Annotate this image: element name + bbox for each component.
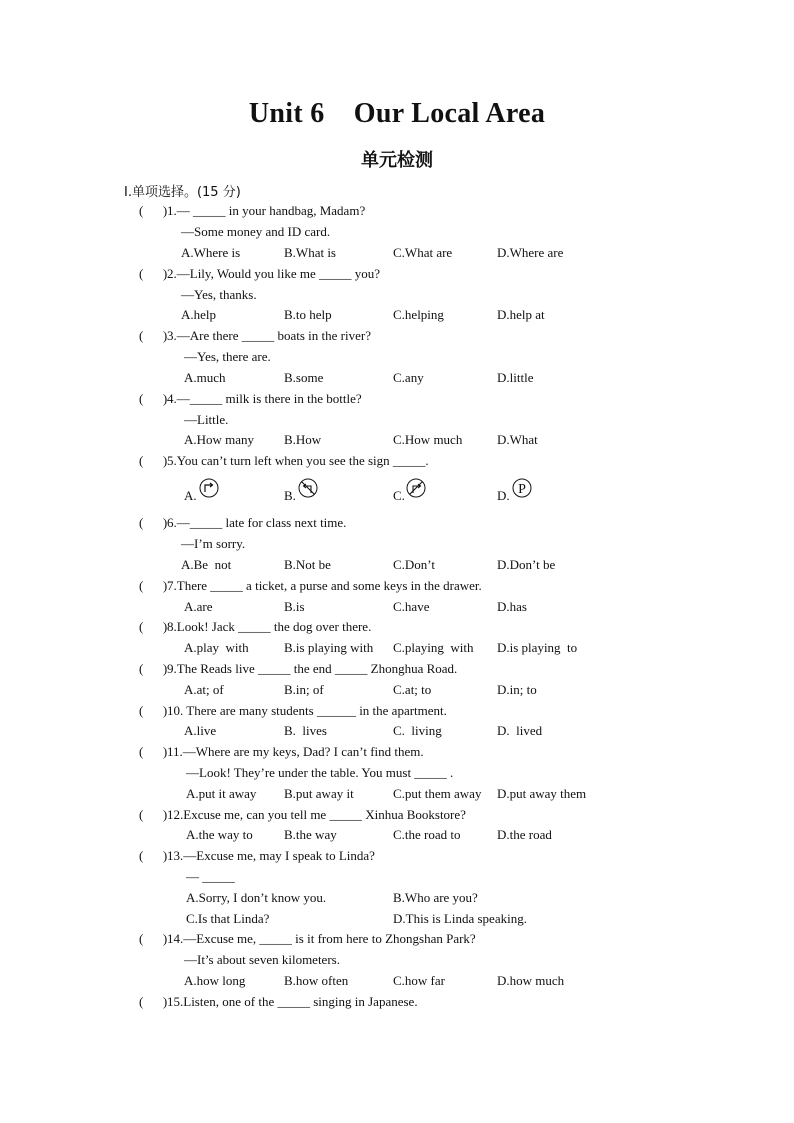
parking-sign-icon bbox=[512, 478, 532, 498]
question-reply: —It’s about seven kilometers. bbox=[184, 952, 340, 967]
option-c: C.helping bbox=[393, 307, 444, 322]
option-d: D.in; to bbox=[497, 682, 537, 697]
answer-blank[interactable]: ( ) bbox=[139, 994, 168, 1009]
option-b: B.What is bbox=[284, 245, 336, 260]
question-stem: 5.You can’t turn left when you see the sign _____. bbox=[167, 453, 429, 468]
option-c: C.How much bbox=[393, 432, 463, 447]
option-b: B.Who are you? bbox=[393, 890, 478, 905]
option-c: C. bbox=[393, 488, 405, 503]
option-d: D.Don’t be bbox=[497, 557, 556, 572]
answer-blank[interactable]: ( ) bbox=[139, 661, 168, 676]
question-stem: 1.— _____ in your handbag, Madam? bbox=[167, 203, 366, 218]
page-title: Unit 6 Our Local Area bbox=[248, 98, 546, 129]
question-stem: 11.—Where are my keys, Dad? I can’t find them. bbox=[167, 744, 424, 759]
option-a: A.at; of bbox=[184, 682, 224, 697]
answer-blank[interactable]: ( ) bbox=[139, 744, 168, 759]
option-d: D.This is Linda speaking. bbox=[393, 911, 527, 926]
option-d: D. lived bbox=[497, 723, 543, 738]
no-left-turn-sign-icon bbox=[298, 478, 318, 498]
option-c: C.the road to bbox=[393, 827, 461, 842]
option-d: D.is playing to bbox=[497, 640, 578, 655]
option-d: D.help at bbox=[497, 307, 545, 322]
option-c: C. living bbox=[393, 723, 442, 738]
option-d: D.put away them bbox=[497, 786, 587, 801]
option-c: C.What are bbox=[393, 245, 453, 260]
option-a: A.are bbox=[184, 599, 213, 614]
answer-blank[interactable]: ( ) bbox=[139, 453, 168, 468]
option-c: C.Don’t bbox=[393, 557, 436, 572]
question-reply: —Some money and ID card. bbox=[181, 224, 331, 239]
answer-blank[interactable]: ( ) bbox=[139, 578, 168, 593]
question-stem: 13.—Excuse me, may I speak to Linda? bbox=[167, 848, 375, 863]
section-heading: Ⅰ.单项选择。(15 分) bbox=[124, 185, 241, 200]
option-c: C.playing with bbox=[393, 640, 474, 655]
option-b: B. lives bbox=[284, 723, 327, 738]
option-a: A.Where is bbox=[181, 245, 241, 260]
option-a: A.Sorry, I don’t know you. bbox=[186, 890, 327, 905]
option-a: A.live bbox=[184, 723, 217, 738]
question-stem: 15.Listen, one of the _____ singing in Japanese. bbox=[167, 994, 418, 1009]
option-b: B.put away it bbox=[284, 786, 354, 801]
option-c: C.have bbox=[393, 599, 430, 614]
question-reply: —Look! They’re under the table. You must _____ . bbox=[186, 765, 454, 780]
option-b: B.is playing with bbox=[284, 640, 374, 655]
answer-blank[interactable]: ( ) bbox=[139, 848, 168, 863]
option-a: A.How many bbox=[184, 432, 255, 447]
answer-blank[interactable]: ( ) bbox=[139, 203, 168, 218]
question-stem: 2.—Lily, Would you like me _____ you? bbox=[167, 266, 381, 281]
option-d: D.how much bbox=[497, 973, 565, 988]
option-a: A. bbox=[184, 488, 197, 503]
answer-blank[interactable]: ( ) bbox=[139, 515, 168, 530]
option-b: B.How bbox=[284, 432, 322, 447]
question-reply: —Yes, thanks. bbox=[181, 287, 257, 302]
question-stem: 8.Look! Jack _____ the dog over there. bbox=[167, 619, 372, 634]
option-c: C.how far bbox=[393, 973, 445, 988]
option-a: A.how long bbox=[184, 973, 246, 988]
option-a: A.put it away bbox=[186, 786, 257, 801]
answer-blank[interactable]: ( ) bbox=[139, 931, 168, 946]
question-reply: —Yes, there are. bbox=[184, 349, 271, 364]
answer-blank[interactable]: ( ) bbox=[139, 807, 168, 822]
answer-blank[interactable]: ( ) bbox=[139, 328, 168, 343]
option-b: B.to help bbox=[284, 307, 332, 322]
option-b: B.in; of bbox=[284, 682, 324, 697]
question-stem: 10. There are many students ______ in the apartment. bbox=[167, 703, 447, 718]
question-reply: —I’m sorry. bbox=[181, 536, 246, 551]
option-b: B.the way bbox=[284, 827, 337, 842]
option-d: D.Where are bbox=[497, 245, 564, 260]
option-d: D.has bbox=[497, 599, 527, 614]
option-c: C.put them away bbox=[393, 786, 482, 801]
option-b: B. bbox=[284, 488, 296, 503]
question-stem: 9.The Reads live _____ the end _____ Zhonghua Road. bbox=[167, 661, 458, 676]
option-c: C.Is that Linda? bbox=[186, 911, 270, 926]
option-a: A.the way to bbox=[186, 827, 253, 842]
no-right-turn-sign-icon bbox=[406, 478, 426, 498]
question-reply: — _____ bbox=[186, 869, 235, 884]
option-d: D.the road bbox=[497, 827, 552, 842]
option-d: D. bbox=[497, 488, 510, 503]
turn-right-sign-icon bbox=[199, 478, 219, 498]
option-b: B.some bbox=[284, 370, 324, 385]
answer-blank[interactable]: ( ) bbox=[139, 619, 168, 634]
option-b: B.Not be bbox=[284, 557, 331, 572]
answer-blank[interactable]: ( ) bbox=[139, 703, 168, 718]
option-b: B.is bbox=[284, 599, 305, 614]
question-stem: 3.—Are there _____ boats in the river? bbox=[167, 328, 371, 343]
page-subtitle: 单元检测 bbox=[361, 150, 433, 171]
option-a: A.play with bbox=[184, 640, 249, 655]
question-stem: 12.Excuse me, can you tell me _____ Xinhua Bookstore? bbox=[167, 807, 466, 822]
option-a: A.much bbox=[184, 370, 226, 385]
option-b: B.how often bbox=[284, 973, 349, 988]
option-c: C.any bbox=[393, 370, 424, 385]
question-stem: 4.—_____ milk is there in the bottle? bbox=[167, 391, 362, 406]
option-c: C.at; to bbox=[393, 682, 432, 697]
parking-letter: P bbox=[518, 482, 526, 497]
option-d: D.What bbox=[497, 432, 538, 447]
question-reply: —Little. bbox=[184, 412, 229, 427]
option-a: A.help bbox=[181, 307, 217, 322]
option-a: A.Be not bbox=[181, 557, 232, 572]
option-d: D.little bbox=[497, 370, 534, 385]
question-stem: 6.—_____ late for class next time. bbox=[167, 515, 347, 530]
answer-blank[interactable]: ( ) bbox=[139, 391, 168, 406]
question-stem: 14.—Excuse me, _____ is it from here to Zhongshan Park? bbox=[167, 931, 476, 946]
question-stem: 7.There _____ a ticket, a purse and some keys in the drawer. bbox=[167, 578, 482, 593]
answer-blank[interactable]: ( ) bbox=[139, 266, 168, 281]
